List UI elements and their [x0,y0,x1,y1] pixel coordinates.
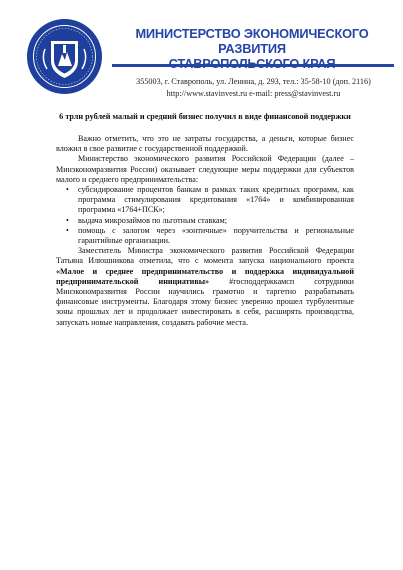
paragraph-3-end: #господдержкамсп сотрудники Минэкономразвития России научились грамотно и таргетно разрабатывать финансовые инструменты. Благодаря этому бизнес уверенно прошел турбулентные зоны прошлых лет и продолжает инвестировать в себя, расширять производства, запускать новые направления, создавать рабочие места. [56,276,354,327]
article-body [56,134,354,328]
paragraph-3-start: Заместитель Министра экономического развития Российской Федерации Татьяна Илюшникова отметила, что с момента запуска национального проекта [56,246,354,266]
list-item [56,185,354,216]
article-title: 6 трлн рублей малый и средний бизнес получил в виде финансовой поддержки [59,112,351,121]
paragraph-1: Важно отметить, что это не затраты государства, а деньги, которые бизнес вложил в свое развитие с государственной поддержкой. [56,134,354,154]
national-project-name: «Малое и среднее предпринимательство и поддержка индивидуальной предпринимательской инициативы» [56,266,354,286]
address-line: 355003, г. Ставрополь, ул. Ленина, д. 293, тел.: 35-58-10 (доп. 2116) [136,77,371,86]
support-measures-list [56,185,354,246]
list-item-text: выдача микрозаймов по льготным ставкам; [78,215,228,225]
header-divider [112,64,394,67]
bullet-icon: • [66,225,69,235]
web-email-line: http://www.stavinvest.ru e-mail: press@stavinvest.ru [166,89,341,98]
bullet-icon: • [66,185,69,195]
bullet-icon: • [66,215,69,225]
ministry-name-line1: МИНИСТЕРСТВО ЭКОНОМИЧЕСКОГО РАЗВИТИЯ [135,26,369,56]
paragraph-3 [56,246,354,328]
list-item [56,216,354,226]
list-item-text: помощь с залогом через «зонтичные» поручительства и региональные гарантийные организации. [78,225,354,246]
contacts [112,76,395,100]
list-item-text: субсидирование процентов банкам в рамках таких кредитных программ, как программа стимулирования кредитования «1764» и комбинированная программа «1764+ПСК»; [78,185,354,215]
paragraph-2: Министерство экономического развития Российской Федерации (далее – Минэкономразвития России) оказывает следующие меры поддержки для субъектов малого и среднего предпринимательства: [56,154,354,184]
list-item [56,226,354,246]
stavropol-coat-of-arms-icon [27,19,102,94]
